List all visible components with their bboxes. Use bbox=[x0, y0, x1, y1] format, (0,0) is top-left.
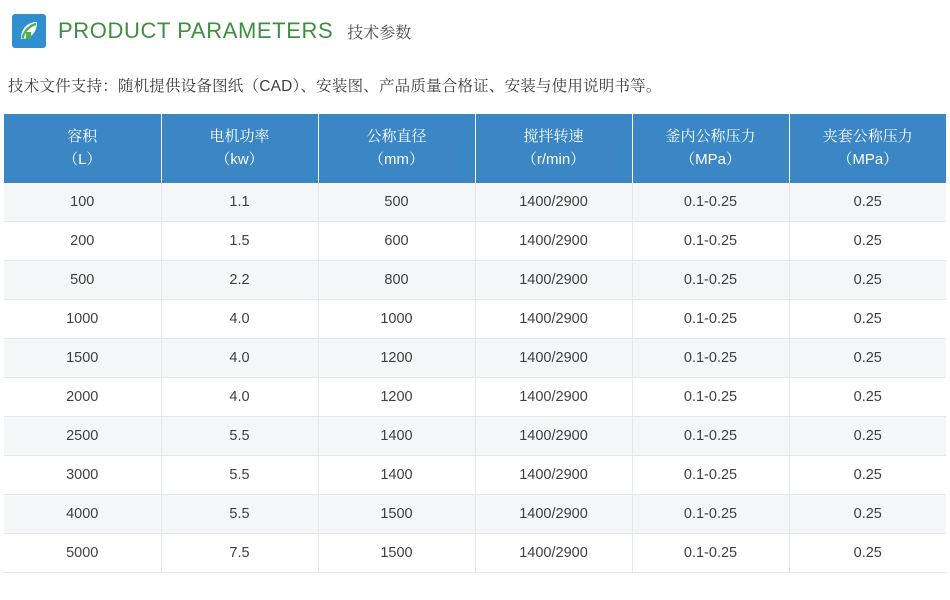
cell-motor-power: 7.5 bbox=[161, 533, 318, 572]
cell-nominal-diameter: 800 bbox=[318, 260, 475, 299]
cell-motor-power: 4.0 bbox=[161, 299, 318, 338]
cell-jacket-pressure: 0.25 bbox=[789, 416, 946, 455]
cell-nominal-diameter: 1200 bbox=[318, 338, 475, 377]
column-header-line1: 公称直径 bbox=[366, 128, 427, 145]
cell-jacket-pressure: 0.25 bbox=[789, 494, 946, 533]
intro-text: 技术文件支持：随机提供设备图纸（CAD）、安装图、产品质量合格证、安装与使用说明书等。 bbox=[8, 78, 662, 95]
cell-jacket-pressure: 0.25 bbox=[789, 338, 946, 377]
cell-nominal-diameter: 1400 bbox=[318, 416, 475, 455]
table-header bbox=[4, 114, 946, 183]
cell-vessel-pressure: 0.1-0.25 bbox=[632, 183, 789, 222]
cell-motor-power: 5.5 bbox=[161, 455, 318, 494]
cell-stirring-speed: 1400/2900 bbox=[475, 183, 632, 222]
cell-vessel-pressure: 0.1-0.25 bbox=[632, 299, 789, 338]
cell-volume: 3000 bbox=[4, 455, 161, 494]
table-row bbox=[4, 416, 946, 455]
cell-vessel-pressure: 0.1-0.25 bbox=[632, 533, 789, 572]
cell-vessel-pressure: 0.1-0.25 bbox=[632, 221, 789, 260]
cell-stirring-speed: 1400/2900 bbox=[475, 416, 632, 455]
parameters-table-wrap bbox=[4, 114, 946, 573]
cell-motor-power: 1.1 bbox=[161, 183, 318, 222]
cell-jacket-pressure: 0.25 bbox=[789, 260, 946, 299]
cell-stirring-speed: 1400/2900 bbox=[475, 338, 632, 377]
table-row bbox=[4, 455, 946, 494]
cell-nominal-diameter: 1500 bbox=[318, 533, 475, 572]
column-header-line2: （mm） bbox=[369, 151, 424, 169]
cell-nominal-diameter: 1000 bbox=[318, 299, 475, 338]
cell-motor-power: 2.2 bbox=[161, 260, 318, 299]
cell-jacket-pressure: 0.25 bbox=[789, 221, 946, 260]
cell-volume: 2500 bbox=[4, 416, 161, 455]
cell-vessel-pressure: 0.1-0.25 bbox=[632, 338, 789, 377]
cell-jacket-pressure: 0.25 bbox=[789, 533, 946, 572]
cell-stirring-speed: 1400/2900 bbox=[475, 533, 632, 572]
page-title-cn: 技术参数 bbox=[347, 24, 412, 42]
table-body bbox=[4, 183, 946, 573]
cell-stirring-speed: 1400/2900 bbox=[475, 494, 632, 533]
column-header-stirring-speed bbox=[475, 114, 632, 183]
cell-vessel-pressure: 0.1-0.25 bbox=[632, 260, 789, 299]
cell-stirring-speed: 1400/2900 bbox=[475, 221, 632, 260]
column-header-motor-power bbox=[161, 114, 318, 183]
column-header-line2: （r/min） bbox=[521, 151, 586, 169]
column-header-volume bbox=[4, 114, 161, 183]
cell-nominal-diameter: 1500 bbox=[318, 494, 475, 533]
cell-nominal-diameter: 1400 bbox=[318, 455, 475, 494]
page-header bbox=[0, 0, 950, 48]
table-row bbox=[4, 338, 946, 377]
cell-vessel-pressure: 0.1-0.25 bbox=[632, 455, 789, 494]
column-header-line1: 釜内公称压力 bbox=[665, 128, 756, 145]
column-header-line2: （L） bbox=[63, 151, 102, 169]
cell-vessel-pressure: 0.1-0.25 bbox=[632, 377, 789, 416]
column-header-line1: 搅拌转速 bbox=[523, 128, 584, 145]
cell-stirring-speed: 1400/2900 bbox=[475, 455, 632, 494]
column-header-vessel-pressure bbox=[632, 114, 789, 183]
table-row bbox=[4, 183, 946, 222]
cell-motor-power: 4.0 bbox=[161, 377, 318, 416]
column-header-jacket-pressure bbox=[789, 114, 946, 183]
column-header-line1: 电机功率 bbox=[209, 128, 270, 145]
column-header-line2: （MPa） bbox=[837, 151, 899, 169]
column-header-line2: （kw） bbox=[215, 151, 264, 169]
cell-stirring-speed: 1400/2900 bbox=[475, 377, 632, 416]
cell-stirring-speed: 1400/2900 bbox=[475, 260, 632, 299]
cell-volume: 1500 bbox=[4, 338, 161, 377]
cell-jacket-pressure: 0.25 bbox=[789, 299, 946, 338]
cell-volume: 500 bbox=[4, 260, 161, 299]
cell-volume: 100 bbox=[4, 183, 161, 222]
cell-jacket-pressure: 0.25 bbox=[789, 377, 946, 416]
cell-vessel-pressure: 0.1-0.25 bbox=[632, 494, 789, 533]
table-row bbox=[4, 533, 946, 572]
table-row bbox=[4, 494, 946, 533]
cell-jacket-pressure: 0.25 bbox=[789, 455, 946, 494]
column-header-line1: 容积 bbox=[67, 128, 98, 145]
table-row bbox=[4, 221, 946, 260]
cell-volume: 1000 bbox=[4, 299, 161, 338]
cell-stirring-speed: 1400/2900 bbox=[475, 299, 632, 338]
column-header-line2: （MPa） bbox=[680, 151, 741, 169]
cell-nominal-diameter: 500 bbox=[318, 183, 475, 222]
leaf-logo-icon bbox=[12, 14, 46, 48]
cell-motor-power: 4.0 bbox=[161, 338, 318, 377]
table-header-row bbox=[4, 114, 946, 183]
column-header-line1: 夹套公称压力 bbox=[822, 128, 913, 145]
cell-motor-power: 5.5 bbox=[161, 416, 318, 455]
column-header-nominal-diameter bbox=[318, 114, 475, 183]
cell-volume: 5000 bbox=[4, 533, 161, 572]
cell-volume: 200 bbox=[4, 221, 161, 260]
cell-vessel-pressure: 0.1-0.25 bbox=[632, 416, 789, 455]
cell-motor-power: 5.5 bbox=[161, 494, 318, 533]
cell-jacket-pressure: 0.25 bbox=[789, 183, 946, 222]
table-row bbox=[4, 260, 946, 299]
parameters-table bbox=[4, 114, 946, 573]
cell-motor-power: 1.5 bbox=[161, 221, 318, 260]
cell-nominal-diameter: 600 bbox=[318, 221, 475, 260]
cell-nominal-diameter: 1200 bbox=[318, 377, 475, 416]
cell-volume: 4000 bbox=[4, 494, 161, 533]
cell-volume: 2000 bbox=[4, 377, 161, 416]
table-row bbox=[4, 377, 946, 416]
table-row bbox=[4, 299, 946, 338]
page-title: PRODUCT PARAMETERS bbox=[58, 18, 334, 43]
